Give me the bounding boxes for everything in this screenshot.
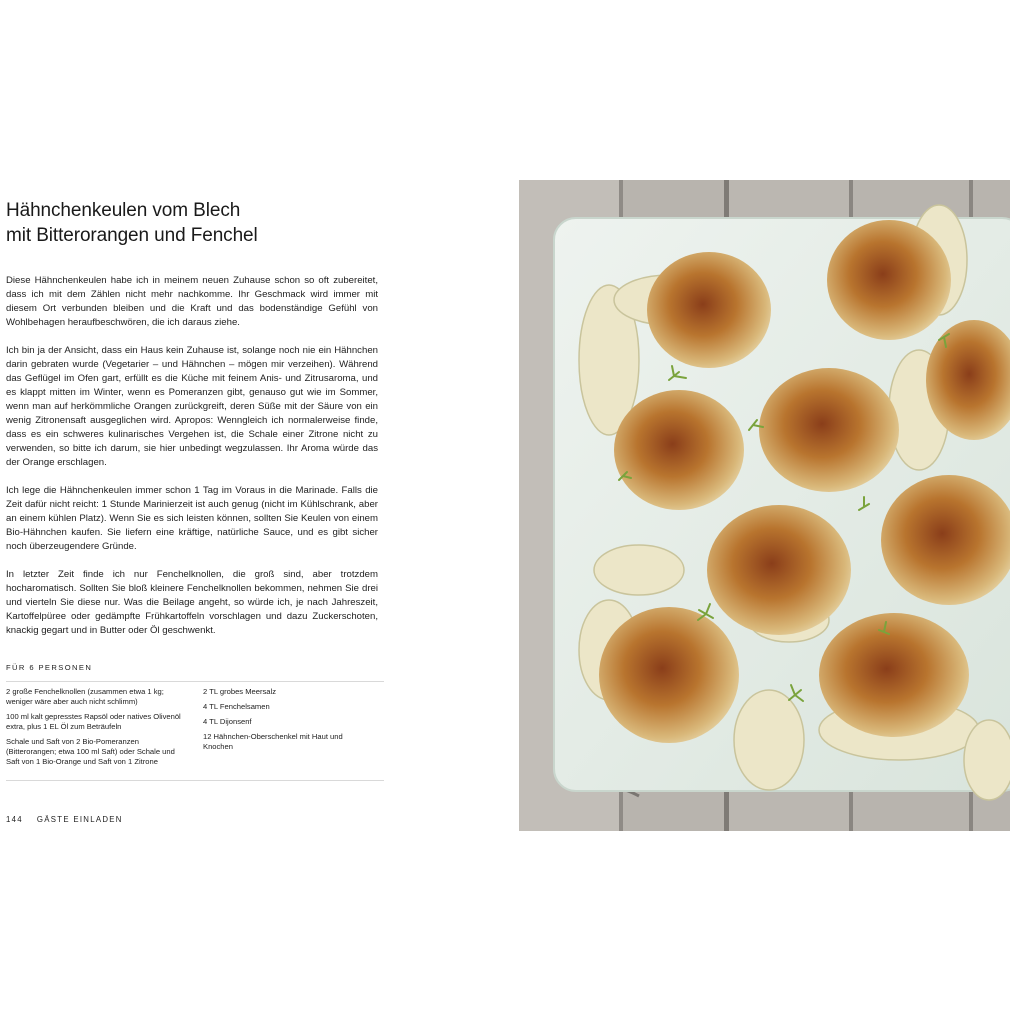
recipe-title-line-2: mit Bitterorangen und Fenchel [6, 225, 258, 246]
recipe-intro [6, 274, 378, 652]
intro-paragraph-4: In letzter Zeit finde ich nur Fenchelknollen, die groß sind, aber trotzdem hocharomatisch. Sollten Sie bloß kleinere Fenchelknollen bekommen, nehmen Sie drei und vierteln Sie diese nur. Was die Beilage angeht, so würde ich, je nach Jahreszeit, Kartoffelpüree oder gedämpfte Frühkartoffeln vorschlagen und dazu Zuckerschoten, knackig gegart und in Butter oder Öl geschwenkt. [6, 569, 378, 636]
ingredient-item: 4 TL Fenchelsamen [203, 702, 270, 711]
roast-chicken-photo [519, 180, 1010, 831]
servings-heading: FÜR 6 PERSONEN [6, 663, 93, 672]
page-footer [6, 815, 123, 824]
recipe-title [6, 198, 426, 248]
ingredient-item: 2 große Fenchelknollen (zusammen etwa 1 kg; weniger wäre aber auch nicht schlimm) [6, 687, 164, 706]
page-number: 144 [6, 815, 23, 824]
intro-paragraph-1: Diese Hähnchenkeulen habe ich in meinem neuen Zuhause schon so oft zubereitet, dass ich mit dem Zählen nicht mehr nachkomme. Ihr Geschmack wird immer mit diesem Ort verbunden bleiben und die Kraft und das bodenständige Gefühl von Wohlbehagen heraufbeschwören, die ich daraus ziehe. [6, 275, 378, 328]
intro-paragraph-2: Ich bin ja der Ansicht, dass ein Haus kein Zuhause ist, solange noch nie ein Hähnchen darin gebraten wurde (Vegetarier – und Hähnchen – mögen mir verzeihen). Während das Geflügel im Ofen gart, erfüllt es die Küche mit feinem Anis- und Zitrusaroma, und es klappt mitten im Winter, wenn es Pomeranzen gibt, genauso gut wie im Sommer, wenn man auf herkömmliche Orangen zurückgreift, deren Süße mit der Säure von ein wenig Zitronensaft ausgeglichen wird. Apropos: Wenngleich ich normalerweise finde, dass es ein schweres kulinarisches Vergehen ist, die Schale einer Zitrone nicht zu verwenden, so bitte ich darum, sie hier unbedingt wegzulassen. Ihr Aroma würde das der Orange erschlagen. [6, 345, 378, 468]
ingredient-item: 2 TL grobes Meersalz [203, 687, 277, 696]
ingredients-top-rule [6, 681, 384, 682]
section-name: GÄSTE EINLADEN [36, 815, 123, 824]
ingredient-item: 4 TL Dijonsenf [203, 717, 252, 726]
recipe-title-line-1: Hähnchenkeulen vom Blech [6, 200, 241, 221]
ingredient-item: 12 Hähnchen-Oberschenkel mit Haut und Knochen [203, 732, 343, 751]
ingredients-left-column [6, 687, 190, 772]
ingredients-right-column [203, 687, 373, 757]
ingredients-bottom-rule [6, 780, 384, 781]
intro-paragraph-3: Ich lege die Hähnchenkeulen immer schon 1 Tag im Voraus in die Marinade. Falls die Zeit dafür nicht reicht: 1 Stunde Marinierzeit ist auch genug (nicht im Kühlschrank, aber an einem kühlen Platz). Wenn Sie es sich leisten können, sollten Sie Keulen von einem Bio-Hähnchen kaufen. Sie liefern eine kräftige, natürliche Sauce, und es gibt sicher noch überzeugendere Gründe. [6, 485, 378, 552]
ingredient-item: 100 ml kalt gepresstes Rapsöl oder natives Olivenöl extra, plus 1 EL Öl zum Beträufeln [6, 712, 181, 731]
ingredient-item: Schale und Saft von 2 Bio-Pomeranzen (Bitterorangen; etwa 100 ml Saft) oder Schale und Saft von 1 Bio-Orange und Saft von 1 Zitrone [6, 737, 175, 766]
